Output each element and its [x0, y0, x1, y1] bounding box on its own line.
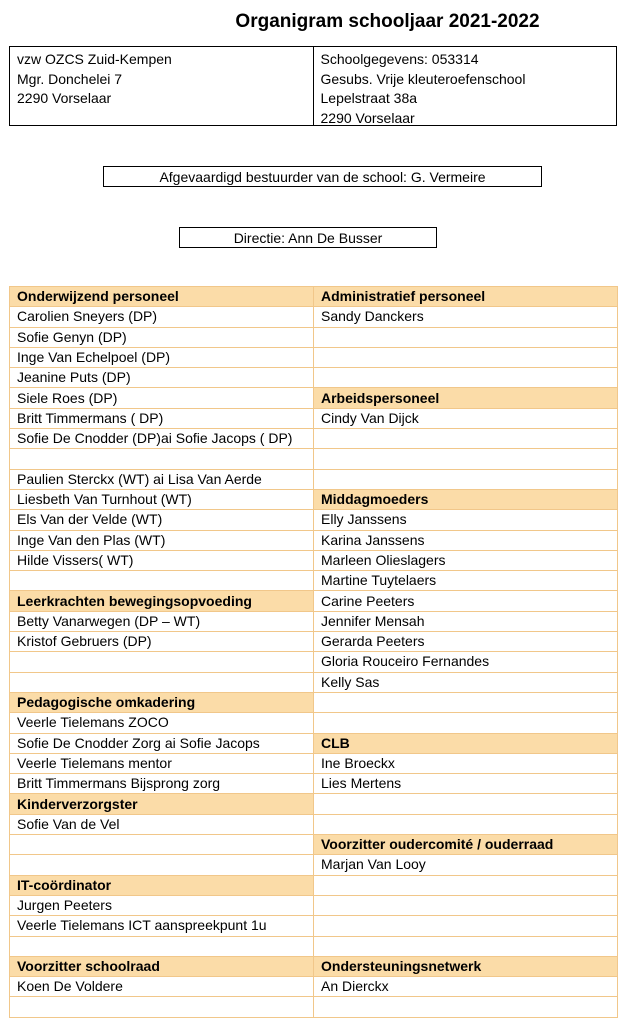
section-header: Pedagogische omkadering [10, 692, 314, 712]
table-row [10, 936, 618, 956]
table-row [10, 794, 618, 814]
staff-cell [314, 997, 618, 1017]
section-header: Voorzitter oudercomité / ouderraad [314, 835, 618, 855]
staff-cell: Britt Timmermans ( DP) [10, 408, 314, 428]
staff-cell: Carolien Sneyers (DP) [10, 307, 314, 327]
page-title: Organigram schooljaar 2021-2022 [235, 11, 540, 32]
school-number: Schoolgegevens: 053314 [320, 51, 479, 67]
section-header: Arbeidspersoneel [314, 388, 618, 408]
board-representative-box: Afgevaardigd bestuurder van de school: G. Vermeire [103, 166, 542, 187]
staff-cell [10, 997, 314, 1017]
table-row [10, 489, 618, 509]
staff-cell: Ine Broeckx [314, 753, 618, 773]
staff-cell: Sofie Genyn (DP) [10, 327, 314, 347]
staff-cell: Sofie De Cnodder Zorg ai Sofie Jacops [10, 733, 314, 753]
staff-cell: Liesbeth Van Turnhout (WT) [10, 489, 314, 509]
section-header: IT-coördinator [10, 875, 314, 895]
staff-cell: Jennifer Mensah [314, 611, 618, 631]
staff-cell: Sofie De Cnodder (DP)ai Sofie Jacops ( DP) [10, 429, 314, 449]
staff-cell [314, 429, 618, 449]
table-row [10, 287, 618, 307]
staff-cell [314, 692, 618, 712]
table-row [10, 368, 618, 388]
school-details [313, 47, 617, 125]
staff-cell [314, 713, 618, 733]
table-row [10, 814, 618, 834]
organization-street: Mgr. Donchelei 7 [17, 70, 123, 87]
staff-cell [314, 814, 618, 834]
staff-cell [314, 347, 618, 367]
section-header: Ondersteuningsnetwerk [314, 956, 618, 976]
staff-cell [10, 652, 314, 672]
staff-cell: Cindy Van Dijck [314, 408, 618, 428]
section-header: Onderwijzend personeel [10, 287, 314, 307]
table-row [10, 307, 618, 327]
table-row [10, 510, 618, 530]
staff-cell: Inge Van Echelpoel (DP) [10, 347, 314, 367]
staff-cell: Veerle Tielemans mentor [10, 753, 314, 773]
section-header: Leerkrachten bewegingsopvoeding [10, 591, 314, 611]
staff-cell: Els Van der Velde (WT) [10, 510, 314, 530]
staff-cell [314, 469, 618, 489]
staff-cell: Marjan Van Looy [314, 855, 618, 875]
table-row [10, 591, 618, 611]
table-row [10, 855, 618, 875]
staff-cell [314, 449, 618, 469]
table-row [10, 916, 618, 936]
staff-cell [10, 936, 314, 956]
staff-cell [314, 794, 618, 814]
table-row [10, 429, 618, 449]
table-row [10, 408, 618, 428]
staff-cell: Gerarda Peeters [314, 632, 618, 652]
staff-cell: Kristof Gebruers (DP) [10, 632, 314, 652]
school-city: 2290 Vorselaar [320, 109, 415, 126]
staff-cell: Sandy Danckers [314, 307, 618, 327]
staff-cell: Jurgen Peeters [10, 895, 314, 915]
directorate-box: Directie: Ann De Busser [179, 227, 437, 248]
staff-cell: Martine Tuytelaers [314, 571, 618, 591]
staff-cell [314, 895, 618, 915]
organization-address [10, 47, 313, 125]
staff-cell: Hilde Vissers( WT) [10, 550, 314, 570]
staff-cell: An Dierckx [314, 977, 618, 997]
section-header: Voorzitter schoolraad [10, 956, 314, 976]
staff-cell [314, 368, 618, 388]
staff-cell: Paulien Sterckx (WT) ai Lisa Van Aerde [10, 469, 314, 489]
staff-cell: Gloria Rouceiro Fernandes [314, 652, 618, 672]
staff-cell: Marleen Olieslagers [314, 550, 618, 570]
staff-cell: Jeanine Puts (DP) [10, 368, 314, 388]
staff-cell: Veerle Tielemans ZOCO [10, 713, 314, 733]
staff-cell [314, 936, 618, 956]
table-row [10, 875, 618, 895]
school-info-box [9, 46, 617, 126]
table-row [10, 347, 618, 367]
organization-name: vzw OZCS Zuid-Kempen [17, 51, 172, 67]
section-header: Kinderverzorgster [10, 794, 314, 814]
section-header: Administratief personeel [314, 287, 618, 307]
staff-table-body [10, 287, 618, 1018]
table-row [10, 469, 618, 489]
staff-cell: Kelly Sas [314, 672, 618, 692]
staff-cell [10, 835, 314, 855]
table-row [10, 449, 618, 469]
staff-cell [314, 875, 618, 895]
table-row [10, 753, 618, 773]
staff-cell: Lies Mertens [314, 774, 618, 794]
staff-cell [10, 571, 314, 591]
table-row [10, 997, 618, 1017]
staff-cell: Sofie Van de Vel [10, 814, 314, 834]
staff-cell [314, 327, 618, 347]
table-row [10, 835, 618, 855]
school-street: Lepelstraat 38a [320, 90, 418, 106]
organization-city: 2290 Vorselaar [17, 90, 112, 106]
section-header: Middagmoeders [314, 489, 618, 509]
table-row [10, 550, 618, 570]
table-row [10, 895, 618, 915]
staff-cell: Karina Janssens [314, 530, 618, 550]
table-row [10, 774, 618, 794]
staff-cell: Inge Van den Plas (WT) [10, 530, 314, 550]
staff-cell [10, 855, 314, 875]
table-row [10, 733, 618, 753]
school-name: Gesubs. Vrije kleuteroefenschool [320, 70, 526, 87]
staff-cell: Carine Peeters [314, 591, 618, 611]
table-row [10, 611, 618, 631]
staff-cell: Veerle Tielemans ICT aanspreekpunt 1u [10, 916, 314, 936]
table-row [10, 327, 618, 347]
staff-cell: Britt Timmermans Bijsprong zorg [10, 774, 314, 794]
staff-cell [10, 672, 314, 692]
staff-cell [10, 449, 314, 469]
table-row [10, 672, 618, 692]
table-row [10, 652, 618, 672]
staff-cell: Siele Roes (DP) [10, 388, 314, 408]
section-header: CLB [314, 733, 618, 753]
table-row [10, 571, 618, 591]
table-row [10, 530, 618, 550]
staff-cell: Elly Janssens [314, 510, 618, 530]
staff-cell: Betty Vanarwegen (DP – WT) [10, 611, 314, 631]
table-row [10, 956, 618, 976]
staff-table [9, 286, 618, 1018]
table-row [10, 388, 618, 408]
table-row [10, 692, 618, 712]
staff-cell [314, 916, 618, 936]
table-row [10, 977, 618, 997]
staff-cell: Koen De Voldere [10, 977, 314, 997]
table-row [10, 632, 618, 652]
table-row [10, 713, 618, 733]
